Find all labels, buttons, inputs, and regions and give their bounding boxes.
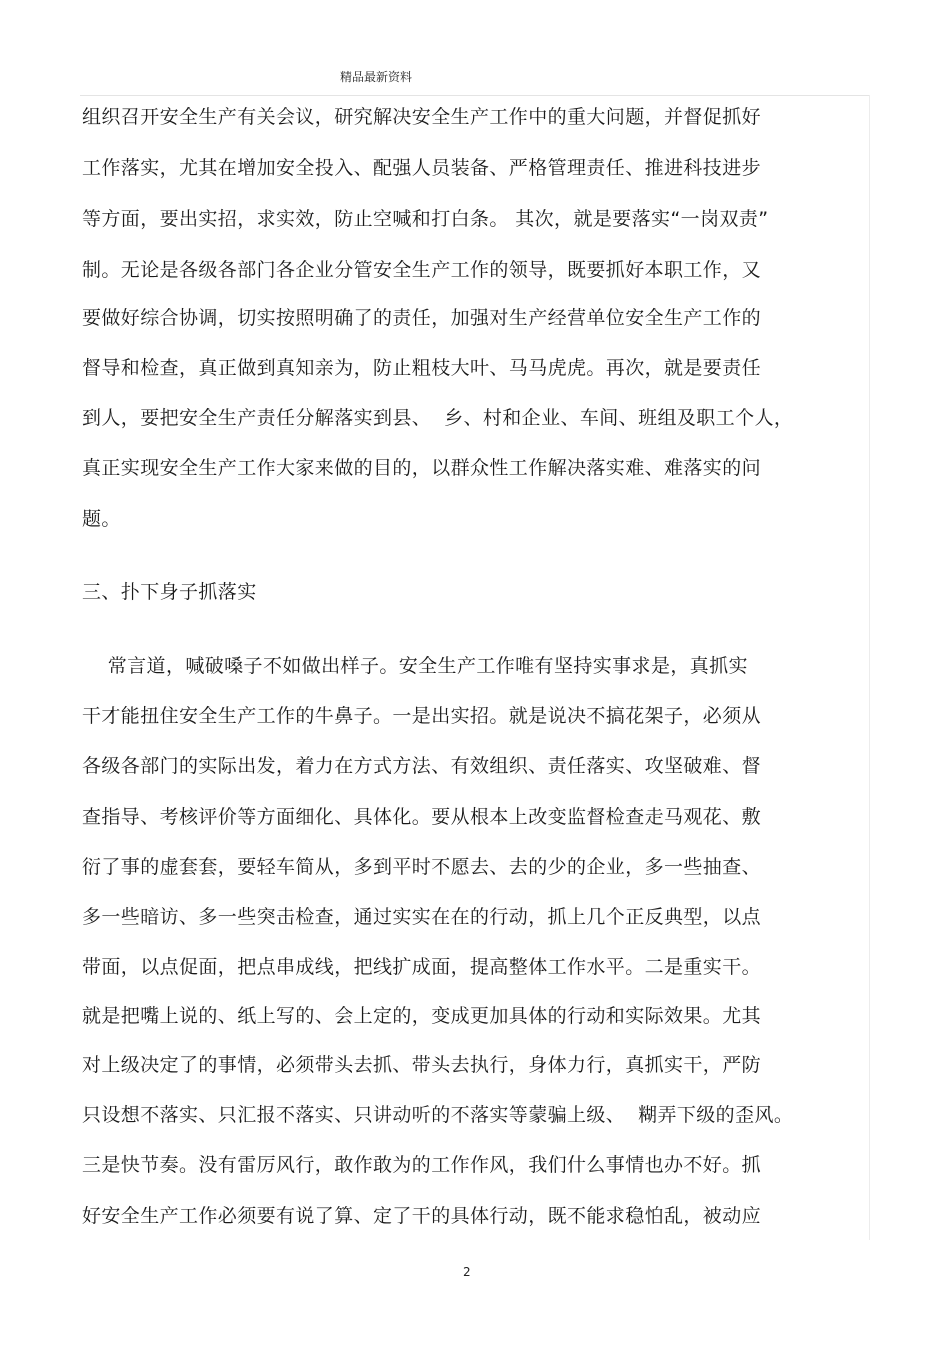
section-heading: 三、扑下身子抓落实 bbox=[82, 581, 257, 603]
body-text-line: 题。 bbox=[82, 508, 121, 530]
header-rule bbox=[80, 95, 870, 96]
body-text-line: 干才能扭住安全生产工作的牛鼻子。一是出实招。就是说决不搞花架子，必须从 bbox=[82, 705, 762, 727]
body-text-line: 就是把嘴上说的、纸上写的、会上定的，变成更加具体的行动和实际效果。尤其 bbox=[82, 1005, 762, 1027]
body-text-line: 各级各部门的实际出发，着力在方式方法、有效组织、责任落实、攻坚破难、督 bbox=[82, 755, 762, 777]
body-text-line: 真正实现安全生产工作大家来做的目的，以群众性工作解决落实难、难落实的问 bbox=[82, 457, 762, 479]
body-text-line: 多一些暗访、多一些突击检查，通过实实在在的行动，抓上几个正反典型，以点 bbox=[82, 906, 762, 928]
page-number: 2 bbox=[463, 1265, 471, 1279]
body-text-line: 对上级决定了的事情，必须带头去抓、带头去执行，身体力行，真抓实干，严防 bbox=[82, 1054, 762, 1076]
body-text-line: 常言道，喊破嗓子不如做出样子。安全生产工作唯有坚持实事求是，真抓实 bbox=[82, 655, 748, 677]
body-text-line: 等方面，要出实招，求实效，防止空喊和打白条。 其次，就是要落实“一岗双责” bbox=[82, 208, 769, 230]
body-text-line: 衍了事的虚套套，要轻车简从，多到平时不愿去、去的少的企业，多一些抽查、 bbox=[82, 856, 762, 878]
body-text-line: 工作落实，尤其在增加安全投入、配强人员装备、严格管理责任、推进科技进步 bbox=[82, 157, 762, 179]
body-text-line: 制。无论是各级各部门各企业分管安全生产工作的领导，既要抓好本职工作，又 bbox=[82, 259, 762, 281]
right-margin-rule bbox=[869, 95, 870, 1240]
page-header: 精品最新资料 bbox=[340, 70, 413, 84]
body-text-line: 到人，要把安全生产责任分解落实到县、 乡、村和企业、车间、班组及职工个人， bbox=[82, 407, 794, 429]
body-text-line: 三是快节奏。没有雷厉风行，敢作敢为的工作作风，我们什么事情也办不好。抓 bbox=[82, 1154, 762, 1176]
body-text-line: 督导和检查，真正做到真知亲为，防止粗枝大叶、马马虎虎。再次，就是要责任 bbox=[82, 357, 762, 379]
body-text-line: 只设想不落实、只汇报不落实、只讲动听的不落实等蒙骗上级、 糊弄下级的歪风。 bbox=[82, 1104, 794, 1126]
body-text-line: 好安全生产工作必须要有说了算、定了干的具体行动，既不能求稳怕乱，被动应 bbox=[82, 1205, 762, 1227]
body-text-line: 组织召开安全生产有关会议，研究解决安全生产工作中的重大问题，并督促抓好 bbox=[82, 106, 762, 128]
body-text-line: 要做好综合协调，切实按照明确了的责任，加强对生产经营单位安全生产工作的 bbox=[82, 307, 762, 329]
body-text-line: 带面，以点促面，把点串成线，把线扩成面，提高整体工作水平。二是重实干。 bbox=[82, 956, 762, 978]
body-text-line: 查指导、考核评价等方面细化、具体化。要从根本上改变监督检查走马观花、敷 bbox=[82, 806, 762, 828]
